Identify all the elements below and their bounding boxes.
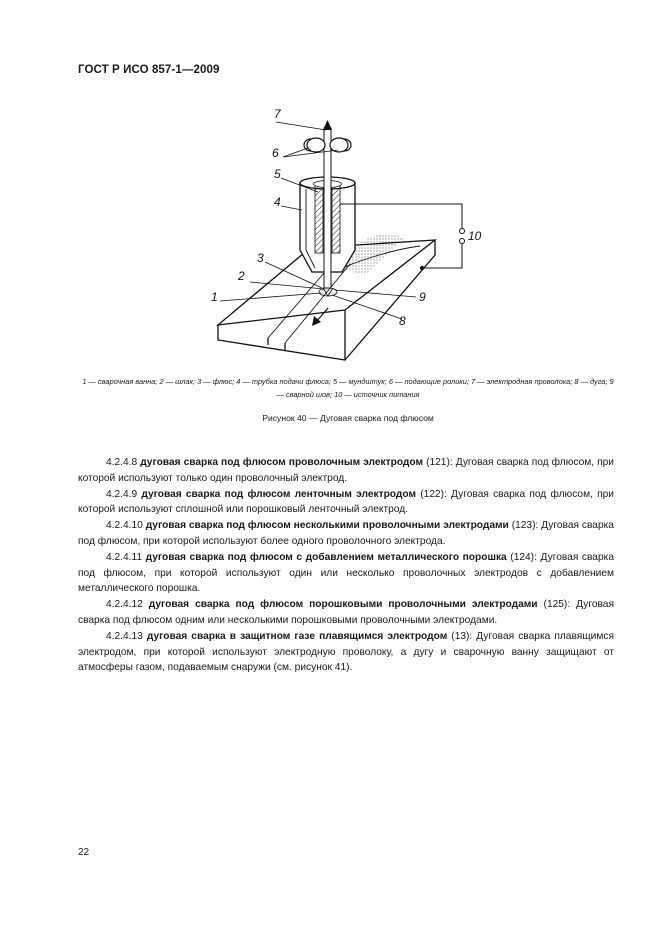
definition: (13): Дуговая сварка плавящимся электродом, при которой используют электродную проволоку, а дугу и сварочную ванну защищают от атмосферы газом, подаваемым снаружи (см. рисунок 41).	[78, 630, 614, 674]
label-3: 3	[257, 251, 264, 265]
document-body	[78, 455, 614, 676]
term: дуговая сварка под флюсом несколькими проволочными электродами	[145, 520, 509, 532]
paragraph	[78, 550, 614, 597]
clause-number: 4.2.4.12	[106, 599, 143, 611]
label-1: 1	[211, 290, 218, 304]
term: дуговая сварка под флюсом порошковыми проволочными электродами	[148, 599, 538, 611]
figure-legend: 1 — сварочная ванна; 2 — шлак; 3 — флюс; 4 — трубка подачи флюса; 5 — мундштук; 6 — подающие ролики; 7 — электродная проволока; 8 — дуга; 9 — сварной шов; 10 — источник питания	[82, 377, 614, 399]
term: дуговая сварка в защитном газе плавящимся электродом	[146, 630, 448, 642]
definition: (125): Дуговая сварка под флюсом одним или несколькими порошковыми проволочными электродами.	[78, 599, 614, 626]
label-5: 5	[274, 167, 281, 181]
page-number: 22	[78, 847, 90, 858]
clause-number: 4.2.4.8	[106, 457, 138, 468]
paragraph	[78, 487, 614, 519]
label-2: 2	[238, 269, 245, 283]
label-9: 9	[419, 290, 426, 304]
definition: (121): Дуговая сварка под флюсом, при которой используют только один проволочный электрод.	[78, 457, 614, 484]
paragraph	[78, 455, 614, 487]
definition: (122): Дуговая сварка под флюсом, при которой используют сплошной или порошковый ленточный электрод.	[78, 488, 614, 516]
definition: (124): Дуговая сварка под флюсом, при которой используют один или несколько проволочных электродов с добавлением металлического порошка.	[78, 551, 614, 595]
label-8: 8	[399, 314, 406, 328]
paragraph	[78, 597, 614, 629]
term: дуговая сварка под флюсом ленточным электродом	[141, 488, 416, 500]
clause-number: 4.2.4.11	[106, 551, 143, 563]
definition: (123): Дуговая сварка под флюсом, при которой используют более одного проволочного электрода.	[78, 520, 614, 547]
label-6: 6	[272, 146, 279, 160]
term: дуговая сварка под флюсом проволочным электродом	[140, 457, 424, 468]
label-4: 4	[274, 195, 281, 209]
paragraph	[78, 629, 614, 676]
weld-pool	[319, 288, 337, 296]
clause-number: 4.2.4.13	[106, 630, 143, 642]
label-7: 7	[274, 107, 281, 121]
document-header: ГОСТ Р ИСО 857-1—2009	[78, 64, 220, 76]
figure-caption: Рисунок 40 — Дуговая сварка под флюсом	[262, 413, 434, 423]
paragraph	[78, 518, 614, 550]
welding-figure	[190, 100, 480, 365]
clause-number: 4.2.4.10	[106, 520, 143, 532]
submerged-arc-welding-diagram	[190, 100, 480, 365]
term: дуговая сварка под флюсом с добавлением металлического порошка	[145, 551, 507, 563]
label-10: 10	[468, 229, 482, 243]
clause-number: 4.2.4.9	[106, 488, 138, 500]
